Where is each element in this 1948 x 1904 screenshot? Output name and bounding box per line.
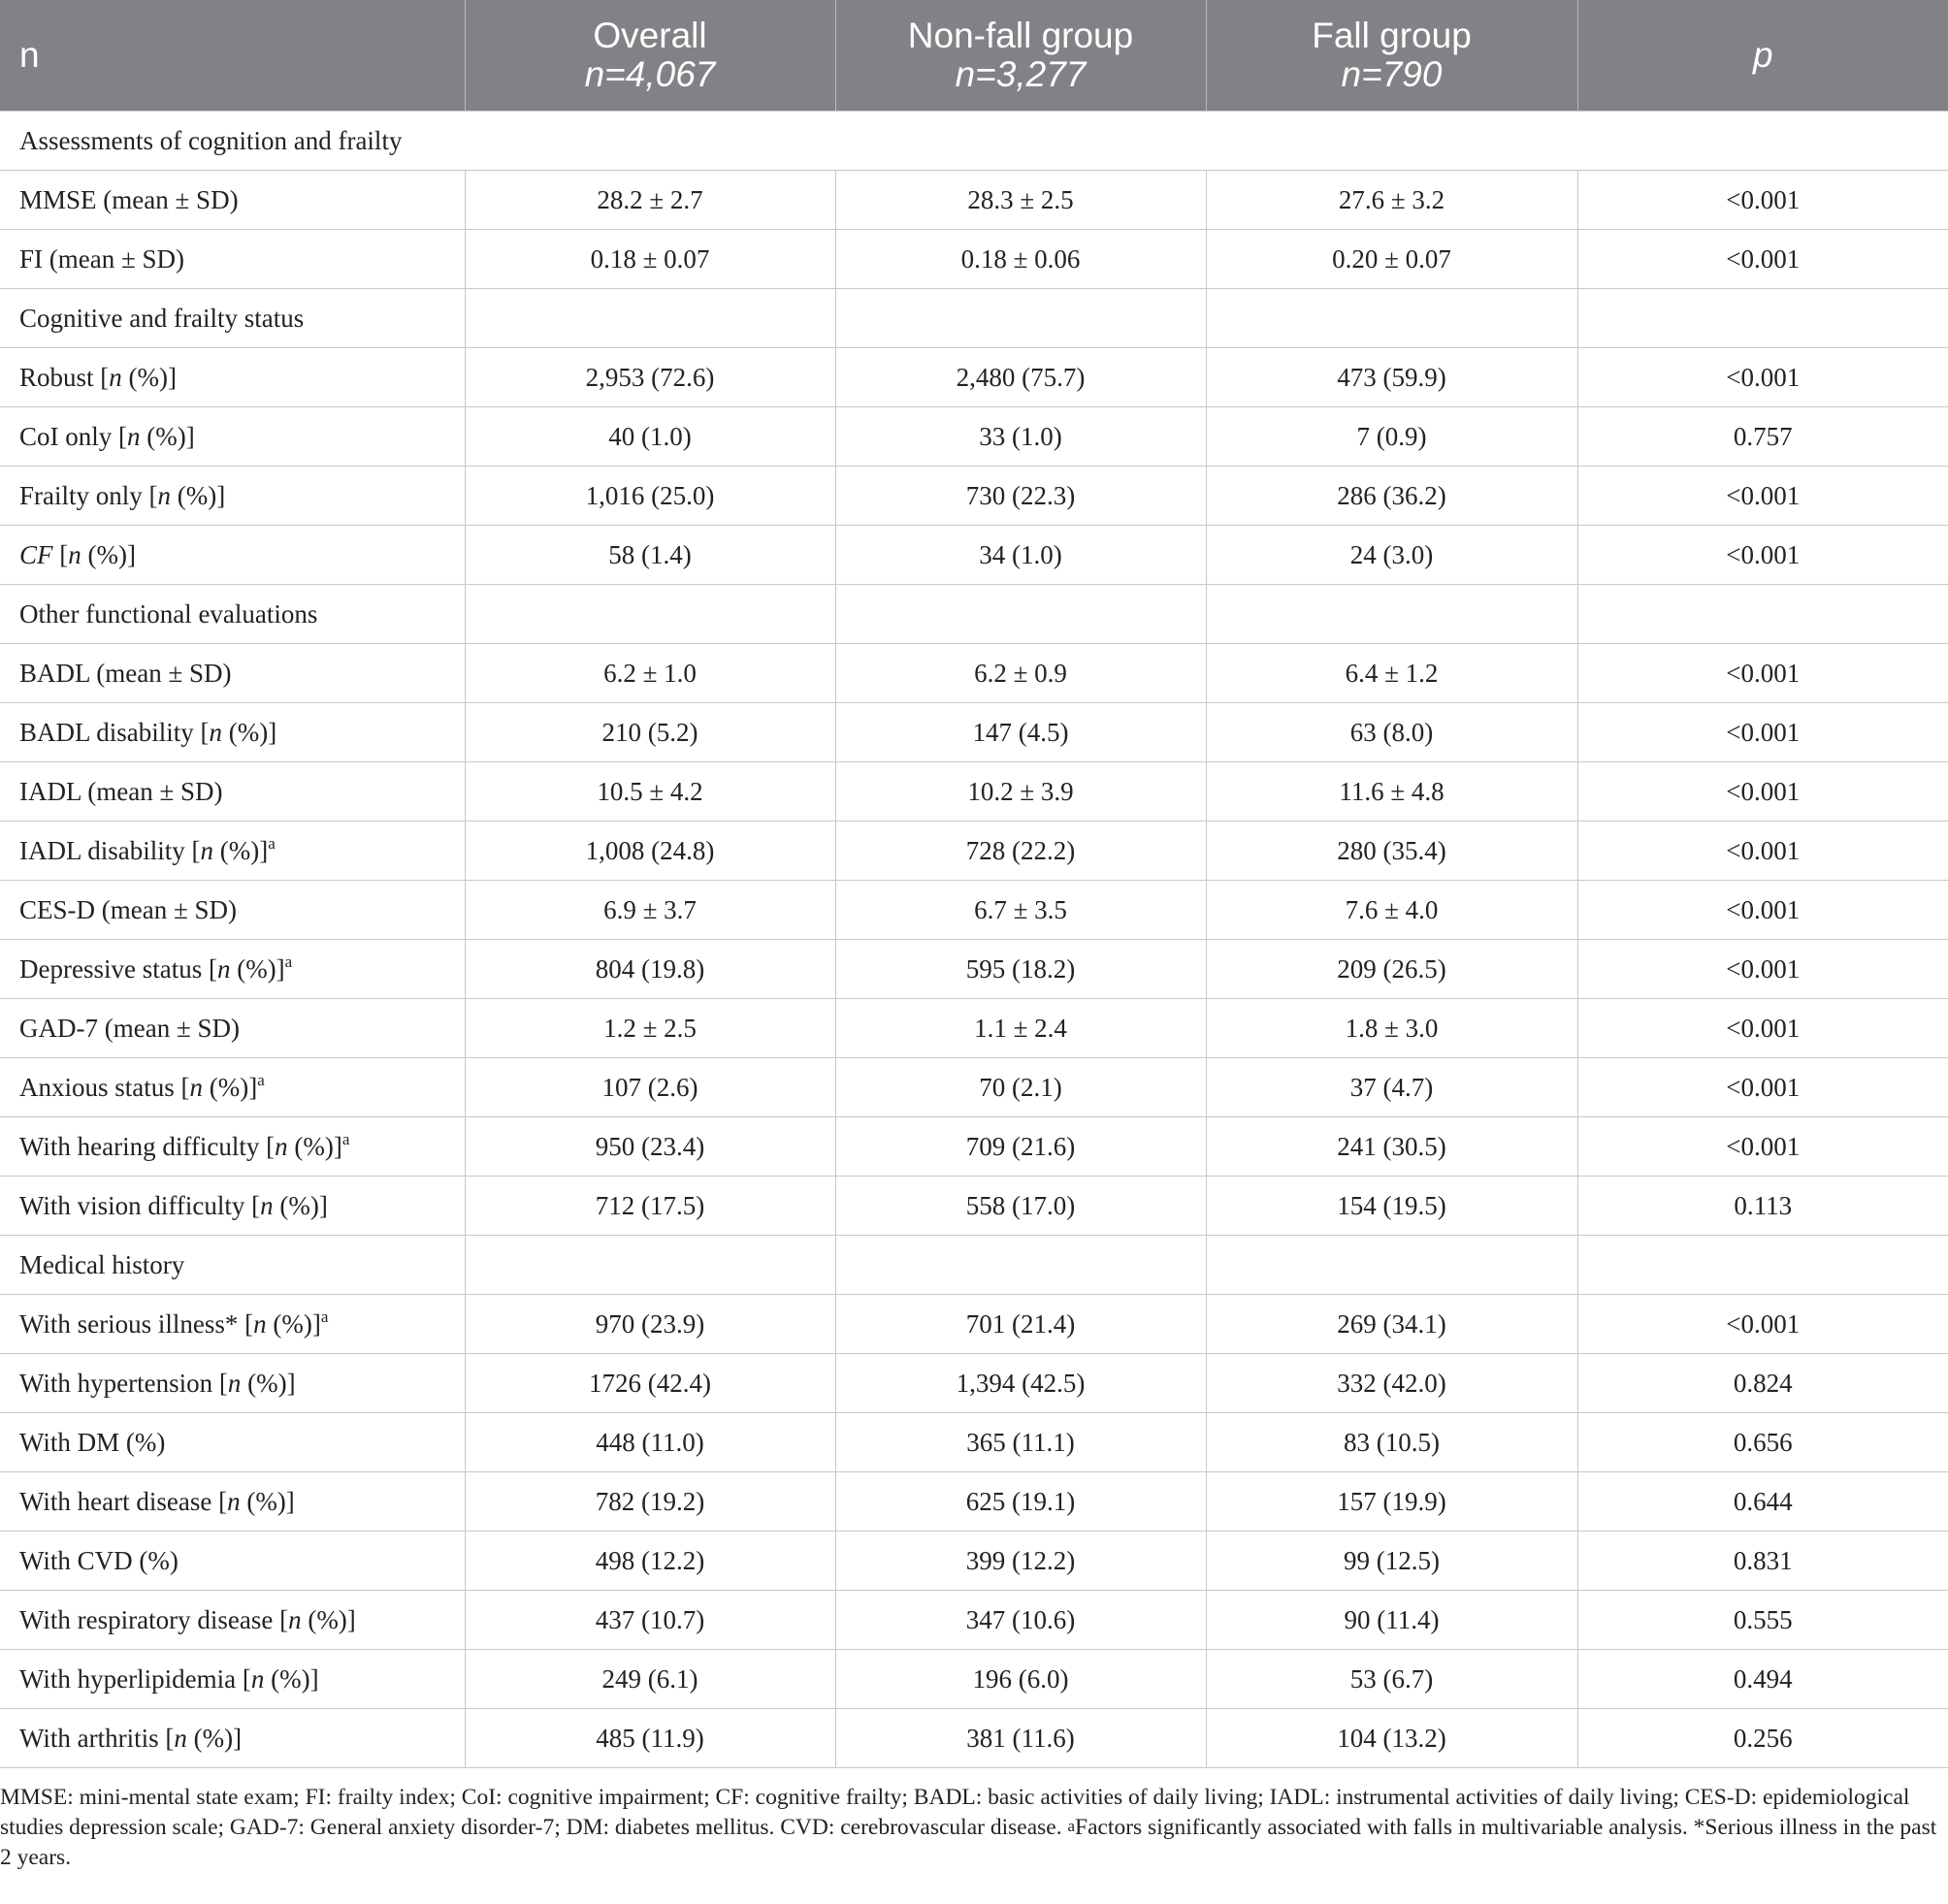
cell-overall: 210 (5.2) (465, 703, 835, 762)
cell-fall: 157 (19.9) (1206, 1472, 1577, 1532)
header-label (0, 0, 465, 112)
cell-p-value: <0.001 (1577, 526, 1948, 585)
table-row (0, 1650, 1948, 1709)
row-label (0, 407, 465, 467)
row-label-footnote-mark: a (284, 952, 293, 971)
table-row (0, 762, 1948, 822)
row-label (0, 348, 465, 407)
table-row (0, 1177, 1948, 1236)
cell-p-value: <0.001 (1577, 1058, 1948, 1117)
header-p (1577, 0, 1948, 112)
cell-p-value: <0.001 (1577, 467, 1948, 526)
row-label-italic: n (227, 1486, 241, 1516)
cell-overall: 712 (17.5) (465, 1177, 835, 1236)
row-label (0, 1472, 465, 1532)
header-fall (1206, 0, 1577, 112)
table-footnote (0, 1783, 1940, 1873)
cell-fall: 83 (10.5) (1206, 1413, 1577, 1472)
row-label-suffix: (%)] (121, 362, 177, 392)
cell-p-value: <0.001 (1577, 881, 1948, 940)
cell-fall: 6.4 ± 1.2 (1206, 644, 1577, 703)
row-label-suffix: (%)] (240, 1486, 295, 1516)
row-label-text: With heart disease [ (19, 1486, 228, 1516)
table-row (0, 230, 1948, 289)
header-p-label: p (1752, 35, 1773, 75)
cell-overall: 0.18 ± 0.07 (465, 230, 835, 289)
cell-fall: 99 (12.5) (1206, 1532, 1577, 1591)
cell-overall: 10.5 ± 4.2 (465, 762, 835, 822)
cell-nonfall: 6.2 ± 0.9 (835, 644, 1206, 703)
row-label-text: BADL disability [ (19, 717, 210, 747)
cell-overall: 1726 (42.4) (465, 1354, 835, 1413)
cell-p-value: <0.001 (1577, 703, 1948, 762)
table-row (0, 1709, 1948, 1768)
cell-p-value: <0.001 (1577, 762, 1948, 822)
cell-p-value: 0.256 (1577, 1709, 1948, 1768)
cell-nonfall: 34 (1.0) (835, 526, 1206, 585)
section-row (0, 289, 1948, 348)
cell-nonfall: 196 (6.0) (835, 1650, 1206, 1709)
row-label-suffix: (%)] (230, 953, 285, 984)
cell-nonfall: 365 (11.1) (835, 1413, 1206, 1472)
row-label-text: With arthritis [ (19, 1723, 175, 1753)
row-label (0, 822, 465, 881)
row-label (0, 1117, 465, 1177)
row-label (0, 762, 465, 822)
row-label-text: With vision difficulty [ (19, 1190, 261, 1220)
table-row (0, 881, 1948, 940)
cell-overall: 1.2 ± 2.5 (465, 999, 835, 1058)
row-label-suffix: (%)] (203, 1072, 258, 1102)
section-label: Cognitive and frailty status (0, 289, 465, 348)
cell-overall: 970 (23.9) (465, 1295, 835, 1354)
table-row (0, 644, 1948, 703)
cell-nonfall: 595 (18.2) (835, 940, 1206, 999)
row-label-italic: n (109, 362, 122, 392)
table-body (0, 112, 1948, 1768)
row-label-suffix: (%)] (264, 1663, 319, 1694)
row-label (0, 1413, 465, 1472)
cell-p-value: <0.001 (1577, 644, 1948, 703)
section-label: Medical history (0, 1236, 465, 1295)
cell-fall: 269 (34.1) (1206, 1295, 1577, 1354)
cell-fall: 473 (59.9) (1206, 348, 1577, 407)
cell-fall: 63 (8.0) (1206, 703, 1577, 762)
row-label-text: CF (19, 539, 53, 569)
cell-nonfall: 70 (2.1) (835, 1058, 1206, 1117)
cell-nonfall: 625 (19.1) (835, 1472, 1206, 1532)
cell-p-value: <0.001 (1577, 940, 1948, 999)
header-overall-title: Overall (593, 16, 707, 55)
row-label-text: With respiratory disease [ (19, 1604, 289, 1634)
table-row (0, 1354, 1948, 1413)
cell-overall: 950 (23.4) (465, 1117, 835, 1177)
row-label-text: With hypertension [ (19, 1368, 228, 1398)
cell-overall: 1,016 (25.0) (465, 467, 835, 526)
row-label-italic: n (275, 1131, 288, 1161)
row-label-text: BADL (mean ± SD) (19, 658, 232, 688)
cell-p-value: <0.001 (1577, 348, 1948, 407)
table-row (0, 1591, 1948, 1650)
row-label-text: IADL (mean ± SD) (19, 776, 223, 806)
table-row (0, 1413, 1948, 1472)
cell-nonfall: 0.18 ± 0.06 (835, 230, 1206, 289)
header-overall (465, 0, 835, 112)
table-row (0, 407, 1948, 467)
row-label-suffix: (%)] (140, 421, 195, 451)
cell-p-value: 0.757 (1577, 407, 1948, 467)
cell-fall: 24 (3.0) (1206, 526, 1577, 585)
row-label-text: With hyperlipidemia [ (19, 1663, 251, 1694)
cell-overall: 1,008 (24.8) (465, 822, 835, 881)
cell-fall: 7 (0.9) (1206, 407, 1577, 467)
cell-fall: 0.20 ± 0.07 (1206, 230, 1577, 289)
cell-nonfall: 1.1 ± 2.4 (835, 999, 1206, 1058)
footnote-text-2: Factors significantly associated with falls in multivariable analysis. *Serious illness in the past 2 years. (0, 1815, 1937, 1870)
cell-fall: 27.6 ± 3.2 (1206, 171, 1577, 230)
cell-fall: 209 (26.5) (1206, 940, 1577, 999)
row-label (0, 881, 465, 940)
row-label-italic: n (68, 539, 81, 569)
cell-overall: 804 (19.8) (465, 940, 835, 999)
cell-overall: 58 (1.4) (465, 526, 835, 585)
cell-overall: 2,953 (72.6) (465, 348, 835, 407)
table-row (0, 526, 1948, 585)
cell-p-value: 0.824 (1577, 1354, 1948, 1413)
row-label-suffix: [ (52, 539, 69, 569)
row-label-footnote-mark: a (257, 1070, 265, 1089)
row-label-italic: n (174, 1723, 187, 1753)
row-label-text: Robust [ (19, 362, 110, 392)
row-label-italic: n (200, 835, 213, 865)
row-label (0, 703, 465, 762)
row-label (0, 1532, 465, 1591)
cell-p-value: 0.656 (1577, 1413, 1948, 1472)
table-row (0, 1532, 1948, 1591)
row-label-text: Frailty only [ (19, 480, 158, 510)
cell-nonfall: 147 (4.5) (835, 703, 1206, 762)
footnote-sup: a (1067, 1817, 1075, 1835)
cell-fall: 1.8 ± 3.0 (1206, 999, 1577, 1058)
cell-nonfall: 730 (22.3) (835, 467, 1206, 526)
cell-nonfall: 10.2 ± 3.9 (835, 762, 1206, 822)
cell-nonfall: 33 (1.0) (835, 407, 1206, 467)
row-label-suffix: (%)] (241, 1368, 296, 1398)
header-n: n (19, 35, 40, 75)
row-label (0, 1591, 465, 1650)
cell-fall: 37 (4.7) (1206, 1058, 1577, 1117)
row-label (0, 999, 465, 1058)
cell-p-value: <0.001 (1577, 999, 1948, 1058)
cell-fall: 90 (11.4) (1206, 1591, 1577, 1650)
cell-p-value: <0.001 (1577, 1295, 1948, 1354)
row-label-text: With DM (%) (19, 1427, 166, 1457)
cell-nonfall: 709 (21.6) (835, 1117, 1206, 1177)
table-row (0, 940, 1948, 999)
section-label: Other functional evaluations (0, 585, 465, 644)
header-row (0, 0, 1948, 112)
row-label-suffix: (%)] (222, 717, 277, 747)
footnote-text: MMSE: mini-mental state exam; FI: frailty index; CoI: cognitive impairment; CF: cognitive frailty; BADL: basic activities of daily living; IADL: instrumental activities of daily living; CES-D: epidemiological studies depression scale; GAD-7: General anxiety disorder-7; DM: diabetes mellitus. CVD: cerebrovascular disease. (0, 1785, 1910, 1840)
row-label-italic: n (250, 1663, 265, 1694)
row-label (0, 1177, 465, 1236)
row-label-italic: n (189, 1072, 203, 1102)
table-row (0, 467, 1948, 526)
row-label (0, 1650, 465, 1709)
row-label-italic: n (157, 480, 171, 510)
table-row (0, 1058, 1948, 1117)
cell-nonfall: 701 (21.4) (835, 1295, 1206, 1354)
section-row (0, 1236, 1948, 1295)
cell-nonfall: 381 (11.6) (835, 1709, 1206, 1768)
cell-nonfall: 558 (17.0) (835, 1177, 1206, 1236)
cell-p-value: 0.644 (1577, 1472, 1948, 1532)
cell-nonfall: 2,480 (75.7) (835, 348, 1206, 407)
table-row (0, 999, 1948, 1058)
row-label-text: MMSE (mean ± SD) (19, 184, 239, 214)
row-label-text: With hearing difficulty [ (19, 1131, 276, 1161)
row-label-suffix: (%)] (301, 1604, 356, 1634)
header-nonfall-title: Non-fall group (907, 16, 1134, 55)
cell-fall: 241 (30.5) (1206, 1117, 1577, 1177)
cell-fall: 7.6 ± 4.0 (1206, 881, 1577, 940)
row-label (0, 1354, 465, 1413)
header-fall-n: n=790 (1341, 54, 1443, 94)
header-fall-title: Fall group (1312, 16, 1472, 55)
table-row (0, 348, 1948, 407)
cell-fall: 280 (35.4) (1206, 822, 1577, 881)
cell-overall: 6.2 ± 1.0 (465, 644, 835, 703)
header-overall-n: n=4,067 (584, 54, 716, 94)
cell-nonfall: 399 (12.2) (835, 1532, 1206, 1591)
row-label-suffix: (%)] (266, 1308, 321, 1339)
cell-overall: 249 (6.1) (465, 1650, 835, 1709)
row-label-text: GAD-7 (mean ± SD) (19, 1013, 241, 1043)
cell-overall: 107 (2.6) (465, 1058, 835, 1117)
row-label-text: With CVD (%) (19, 1545, 179, 1575)
row-label-italic: n (253, 1308, 267, 1339)
cell-p-value: 0.831 (1577, 1532, 1948, 1591)
cell-fall: 154 (19.5) (1206, 1177, 1577, 1236)
cell-fall: 104 (13.2) (1206, 1709, 1577, 1768)
cell-fall: 53 (6.7) (1206, 1650, 1577, 1709)
header-nonfall (835, 0, 1206, 112)
table-row (0, 1295, 1948, 1354)
cell-overall: 437 (10.7) (465, 1591, 835, 1650)
row-label (0, 1295, 465, 1354)
row-label (0, 1058, 465, 1117)
table-row (0, 703, 1948, 762)
row-label-footnote-mark: a (320, 1307, 329, 1326)
cell-nonfall: 347 (10.6) (835, 1591, 1206, 1650)
row-label-suffix: (%)] (186, 1723, 243, 1753)
cell-overall: 498 (12.2) (465, 1532, 835, 1591)
cell-fall: 332 (42.0) (1206, 1354, 1577, 1413)
row-label-suffix: (%)] (212, 835, 269, 865)
cell-p-value: 0.494 (1577, 1650, 1948, 1709)
table-row (0, 1472, 1948, 1532)
row-label-text: FI (mean ± SD) (19, 243, 185, 274)
cell-overall: 6.9 ± 3.7 (465, 881, 835, 940)
cell-fall: 286 (36.2) (1206, 467, 1577, 526)
row-label-footnote-mark: a (268, 833, 276, 853)
row-label-text: Anxious status [ (19, 1072, 190, 1102)
cell-nonfall: 1,394 (42.5) (835, 1354, 1206, 1413)
cell-fall: 11.6 ± 4.8 (1206, 762, 1577, 822)
section-row (0, 112, 1948, 171)
cell-overall: 448 (11.0) (465, 1413, 835, 1472)
cell-nonfall: 6.7 ± 3.5 (835, 881, 1206, 940)
table-row (0, 822, 1948, 881)
cell-nonfall: 28.3 ± 2.5 (835, 171, 1206, 230)
cell-overall: 782 (19.2) (465, 1472, 835, 1532)
row-label-italic: n (288, 1604, 302, 1634)
row-label (0, 1709, 465, 1768)
cell-overall: 485 (11.9) (465, 1709, 835, 1768)
row-label-suffix: (%)] (171, 480, 226, 510)
row-label-italic: n (216, 953, 231, 984)
row-label (0, 526, 465, 585)
section-row (0, 585, 1948, 644)
row-label-italic: n (260, 1190, 274, 1220)
cell-p-value: 0.555 (1577, 1591, 1948, 1650)
row-label (0, 230, 465, 289)
cell-p-value: 0.113 (1577, 1177, 1948, 1236)
row-label-text: CoI only [ (19, 421, 127, 451)
row-label-suffix: (%)] (287, 1131, 342, 1161)
section-label: Assessments of cognition and frailty (0, 112, 1948, 171)
row-label (0, 940, 465, 999)
cell-p-value: <0.001 (1577, 1117, 1948, 1177)
row-label-italic: n (209, 717, 222, 747)
row-label (0, 467, 465, 526)
cell-p-value: <0.001 (1577, 822, 1948, 881)
row-label (0, 171, 465, 230)
cell-overall: 28.2 ± 2.7 (465, 171, 835, 230)
row-label-text: IADL disability [ (19, 835, 201, 865)
header-nonfall-n: n=3,277 (955, 54, 1087, 94)
row-label (0, 644, 465, 703)
row-label-italic: n (227, 1368, 242, 1398)
cell-p-value: <0.001 (1577, 230, 1948, 289)
row-label-text: Depressive status [ (19, 953, 217, 984)
table-row (0, 1117, 1948, 1177)
row-label-suffix-end: (%)] (81, 539, 136, 569)
table-row (0, 171, 1948, 230)
row-label-footnote-mark: a (341, 1129, 350, 1148)
cell-p-value: <0.001 (1577, 171, 1948, 230)
cell-overall: 40 (1.0) (465, 407, 835, 467)
cell-nonfall: 728 (22.2) (835, 822, 1206, 881)
row-label-suffix: (%)] (273, 1190, 328, 1220)
row-label-text: With serious illness* [ (19, 1308, 254, 1339)
row-label-text: CES-D (mean ± SD) (19, 894, 238, 924)
row-label-italic: n (127, 421, 141, 451)
